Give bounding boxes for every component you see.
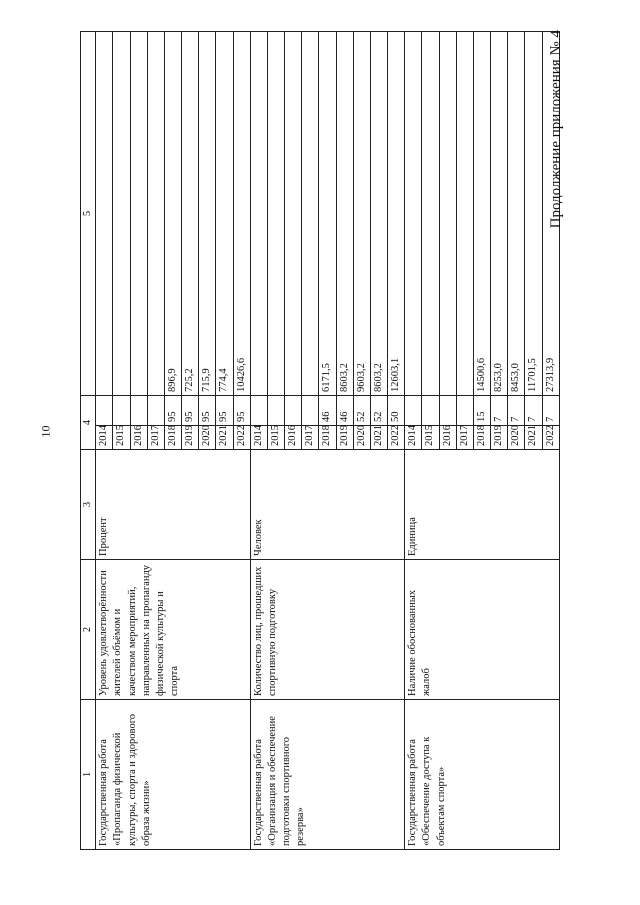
value-cell: 7 <box>491 396 508 426</box>
year-cell: 2017 <box>302 426 319 450</box>
header-col-4: 4 <box>81 396 96 450</box>
value-cell: 7 <box>542 396 559 426</box>
value-cell: 95 <box>199 396 216 426</box>
amount-cell <box>285 32 302 396</box>
amount-cell <box>405 32 422 396</box>
indicator-cell: Количество лиц, прошедших спортивную подготовку <box>250 560 405 700</box>
amount-cell: 8253,0 <box>491 32 508 396</box>
amount-cell <box>439 32 456 396</box>
year-cell: 2022 <box>542 426 559 450</box>
amount-cell: 10426,6 <box>233 32 250 396</box>
value-cell: 7 <box>508 396 525 426</box>
indicator-cell: Наличие обоснованных жалоб <box>405 560 560 700</box>
year-cell: 2015 <box>267 426 284 450</box>
amount-cell: 8603,2 <box>370 32 387 396</box>
table-row <box>96 32 113 850</box>
amount-cell: 725,2 <box>182 32 199 396</box>
year-cell: 2016 <box>439 426 456 450</box>
year-cell: 2019 <box>491 426 508 450</box>
year-cell: 2020 <box>508 426 525 450</box>
amount-cell: 9603,2 <box>353 32 370 396</box>
amount-cell <box>130 32 147 396</box>
amount-cell <box>147 32 164 396</box>
value-cell <box>113 396 130 426</box>
year-cell: 2019 <box>336 426 353 450</box>
year-cell: 2016 <box>130 426 147 450</box>
year-cell: 2022 <box>388 426 405 450</box>
value-cell <box>405 396 422 426</box>
year-cell: 2020 <box>353 426 370 450</box>
page-number: 10 <box>38 425 53 438</box>
value-cell: 50 <box>388 396 405 426</box>
work-cell: Государственная работа «Обеспечение доступа к объектам спорта» <box>405 700 560 850</box>
header-col-2: 2 <box>81 560 96 700</box>
year-cell: 2018 <box>319 426 336 450</box>
value-cell <box>422 396 439 426</box>
amount-cell: 896,9 <box>164 32 181 396</box>
unit-cell: Процент <box>96 450 251 560</box>
table-row <box>405 32 422 850</box>
work-cell: Государственная работа «Пропаганда физической культуры, спорта и здорового образа жизни» <box>96 700 251 850</box>
value-cell: 46 <box>336 396 353 426</box>
table-row <box>250 32 267 850</box>
year-cell: 2014 <box>250 426 267 450</box>
value-cell: 52 <box>353 396 370 426</box>
year-cell: 2018 <box>164 426 181 450</box>
amount-cell: 11701,5 <box>525 32 542 396</box>
amount-cell: 27313,9 <box>542 32 559 396</box>
value-cell: 95 <box>216 396 233 426</box>
value-cell <box>302 396 319 426</box>
value-cell: 95 <box>233 396 250 426</box>
amount-cell: 8603,2 <box>336 32 353 396</box>
year-cell: 2021 <box>370 426 387 450</box>
value-cell: 52 <box>370 396 387 426</box>
year-cell: 2015 <box>422 426 439 450</box>
header-col-1: 1 <box>81 700 96 850</box>
year-cell: 2021 <box>216 426 233 450</box>
amount-cell: 8453,0 <box>508 32 525 396</box>
amount-cell <box>267 32 284 396</box>
rotated-page-content <box>80 30 586 850</box>
value-cell <box>439 396 456 426</box>
amount-cell: 12603,1 <box>388 32 405 396</box>
unit-cell: Единица <box>405 450 560 560</box>
value-cell: 7 <box>525 396 542 426</box>
year-cell: 2014 <box>96 426 113 450</box>
amount-cell: 14500,6 <box>473 32 490 396</box>
appendix-caption: Продолжение приложения № 4 <box>548 30 564 229</box>
amount-cell <box>456 32 473 396</box>
amount-cell <box>250 32 267 396</box>
header-row <box>81 32 96 850</box>
year-cell: 2017 <box>147 426 164 450</box>
value-cell <box>250 396 267 426</box>
value-cell <box>147 396 164 426</box>
value-cell <box>285 396 302 426</box>
year-cell: 2019 <box>182 426 199 450</box>
unit-cell: Человек <box>250 450 405 560</box>
value-cell <box>130 396 147 426</box>
year-cell: 2016 <box>285 426 302 450</box>
value-cell <box>96 396 113 426</box>
header-col-5: 5 <box>81 32 96 396</box>
year-cell: 2015 <box>113 426 130 450</box>
year-cell: 2021 <box>525 426 542 450</box>
appendix-table <box>80 31 560 850</box>
amount-cell <box>422 32 439 396</box>
amount-cell <box>302 32 319 396</box>
amount-cell: 6171,5 <box>319 32 336 396</box>
year-cell: 2020 <box>199 426 216 450</box>
year-cell: 2014 <box>405 426 422 450</box>
value-cell: 95 <box>182 396 199 426</box>
amount-cell: 715,9 <box>199 32 216 396</box>
value-cell: 15 <box>473 396 490 426</box>
amount-cell: 774,4 <box>216 32 233 396</box>
value-cell: 46 <box>319 396 336 426</box>
header-col-3: 3 <box>81 450 96 560</box>
work-cell: Государственная работа «Организация и обеспечение подготовки спортивного резерва» <box>250 700 405 850</box>
value-cell <box>456 396 473 426</box>
indicator-cell: Уровень удовлетворённости жителей объёмом и качеством мероприятий, направленных на пропаганду физической культуры и спорта <box>96 560 251 700</box>
value-cell: 95 <box>164 396 181 426</box>
year-cell: 2017 <box>456 426 473 450</box>
value-cell <box>267 396 284 426</box>
amount-cell <box>96 32 113 396</box>
amount-cell <box>113 32 130 396</box>
year-cell: 2018 <box>473 426 490 450</box>
year-cell: 2022 <box>233 426 250 450</box>
